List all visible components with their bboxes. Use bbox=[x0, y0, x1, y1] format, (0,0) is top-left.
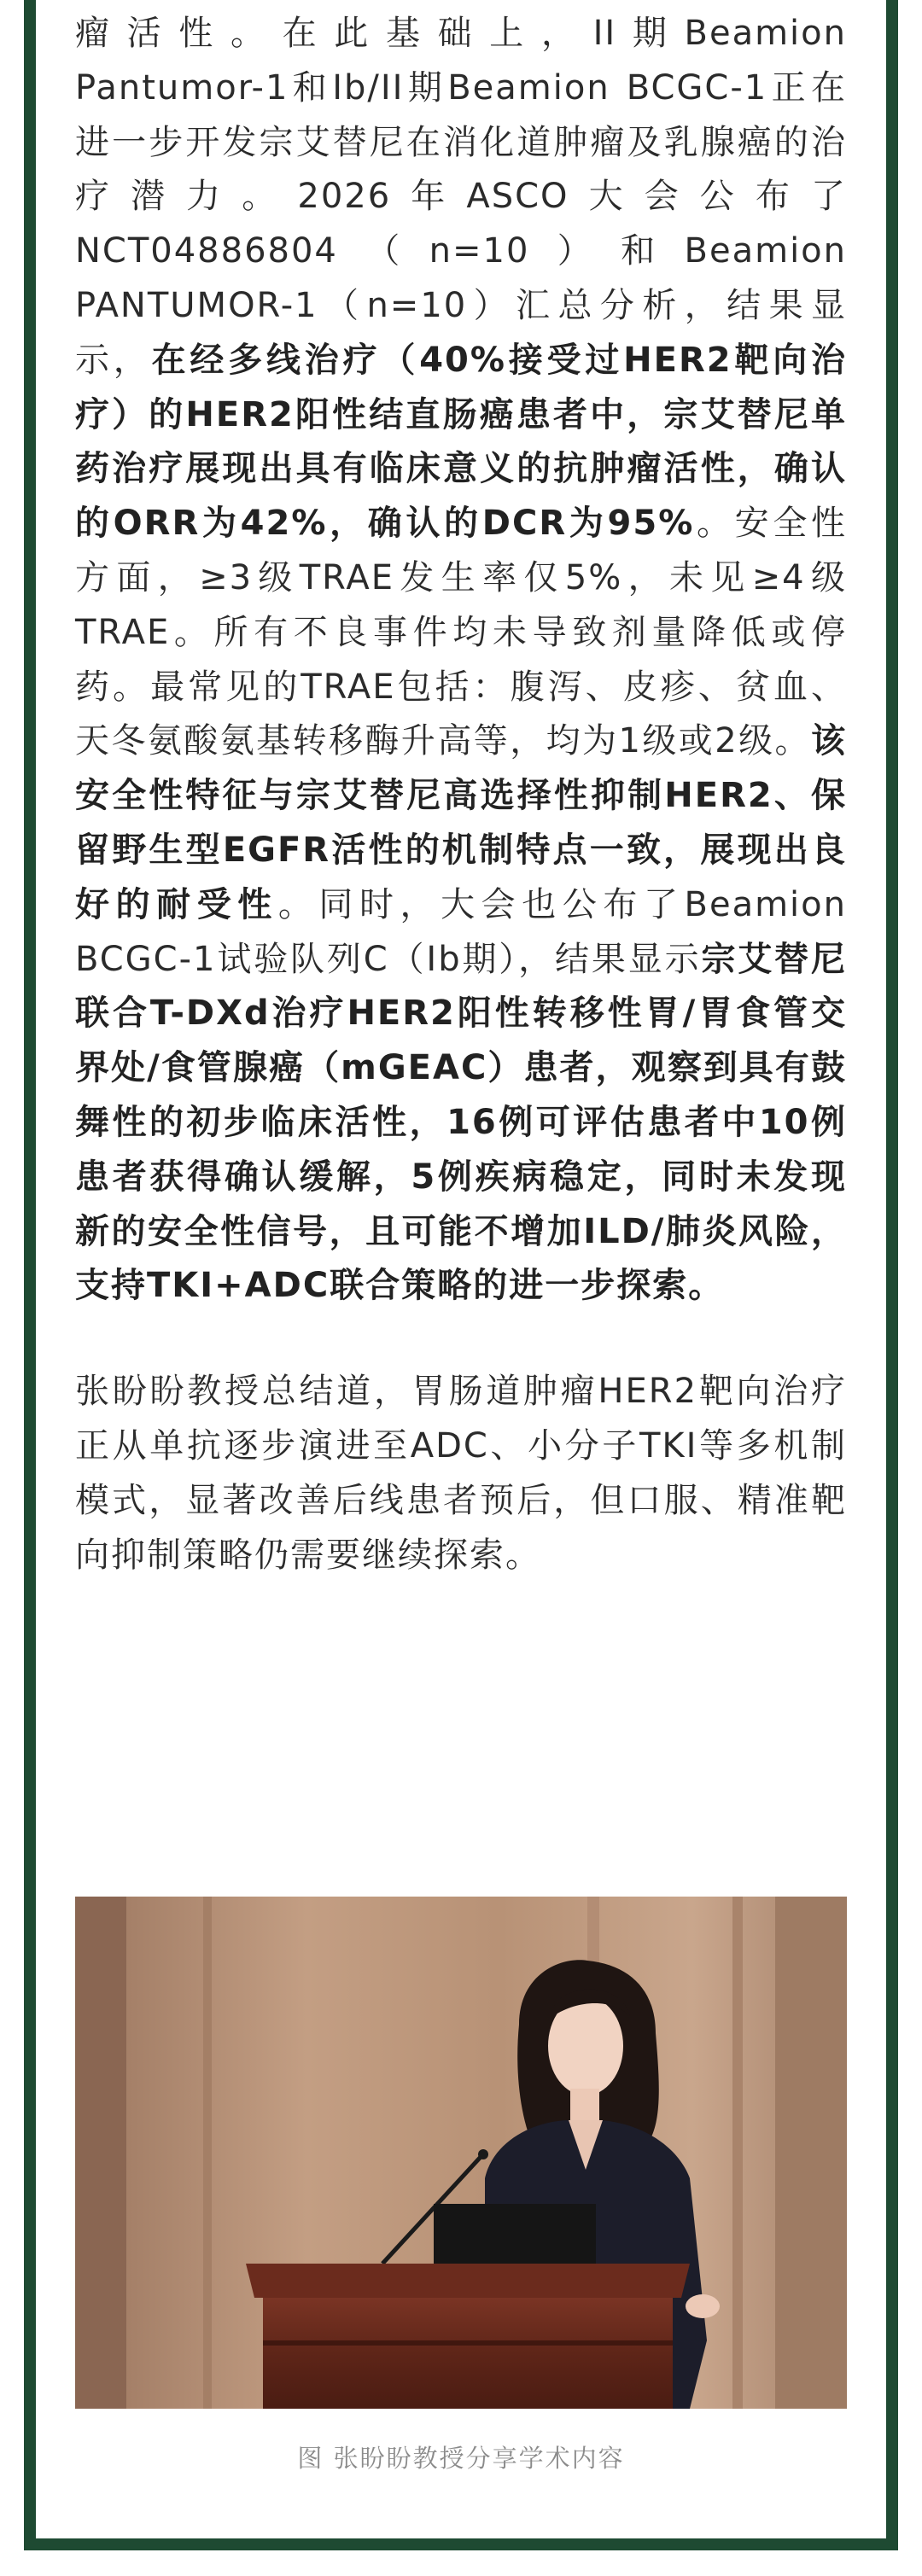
text-segment: 瘤活性。在此基础上，II期Beamion Pantumor-1和Ib/II期Beamion BCGC-1正在进一步开发宗艾替尼在消化道肿瘤及乳腺癌的治疗潜力。2026年ASCO大会公布了NCT04886804（n=10）和Beamion PANTUMOR-1（n=10）汇总分析，结果显示， bbox=[75, 14, 847, 380]
frame-border-left bbox=[24, 0, 36, 2550]
paragraph-gap bbox=[75, 1314, 847, 1365]
bold-segment-safety-profile: 该安全性特征与宗艾替尼高选择性抑制HER2、保留野生型EGFR活性的机制特点一致，展现出良好的耐受性 bbox=[75, 721, 847, 924]
bold-segment-mgeac-results: 宗艾替尼联合T-DXd治疗HER2阳性转移性胃/胃食管交界处/食管腺癌（mGEAC）患者，观察到具有鼓舞性的初步临床活性，16例可评估患者中10例患者获得确认缓解，5例疾病稳定，同时未发现新的安全性信号，且可能不增加ILD/肺炎风险，支持TKI+ADC联合策略的进一步探索。 bbox=[75, 939, 848, 1306]
figure-caption: 图 张盼盼教授分享学术内容 bbox=[297, 2444, 625, 2473]
text-segment: 。同时，大会也公布了Beamion BCGC-1试验队列C（Ib期），结果显示 bbox=[75, 884, 847, 979]
frame-border-bottom bbox=[24, 2538, 898, 2550]
paragraph-results bbox=[75, 7, 847, 1314]
text-segment: 。安全性方面，≥3级TRAE发生率仅5%，未见≥4级TRAE。所有不良事件均未导致剂量降低或停药。最常见的TRAE包括：腹泻、皮疹、贫血、天冬氨酸氨基转移酶升高等，均为1级或2级。 bbox=[75, 504, 848, 761]
article-body bbox=[75, 7, 847, 1582]
frame-border-right bbox=[886, 0, 898, 2550]
speaker-photo-illustration bbox=[75, 1897, 847, 2409]
paragraph-summary: 张盼盼教授总结道，胃肠道肿瘤HER2靶向治疗正从单抗逐步演进至ADC、小分子TKI等多机制模式，显著改善后线患者预后，但口服、精准靶向抑制策略仍需要继续探索。 bbox=[75, 1372, 847, 1575]
speaker-photo bbox=[75, 1897, 847, 2409]
bold-segment-crc-efficacy: 在经多线治疗（40%接受过HER2靶向治疗）的HER2阳性结直肠癌患者中，宗艾替尼单药治疗展现出具有临床意义的抗肿瘤活性，确认的ORR为42%，确认的DCR为95% bbox=[75, 340, 847, 544]
